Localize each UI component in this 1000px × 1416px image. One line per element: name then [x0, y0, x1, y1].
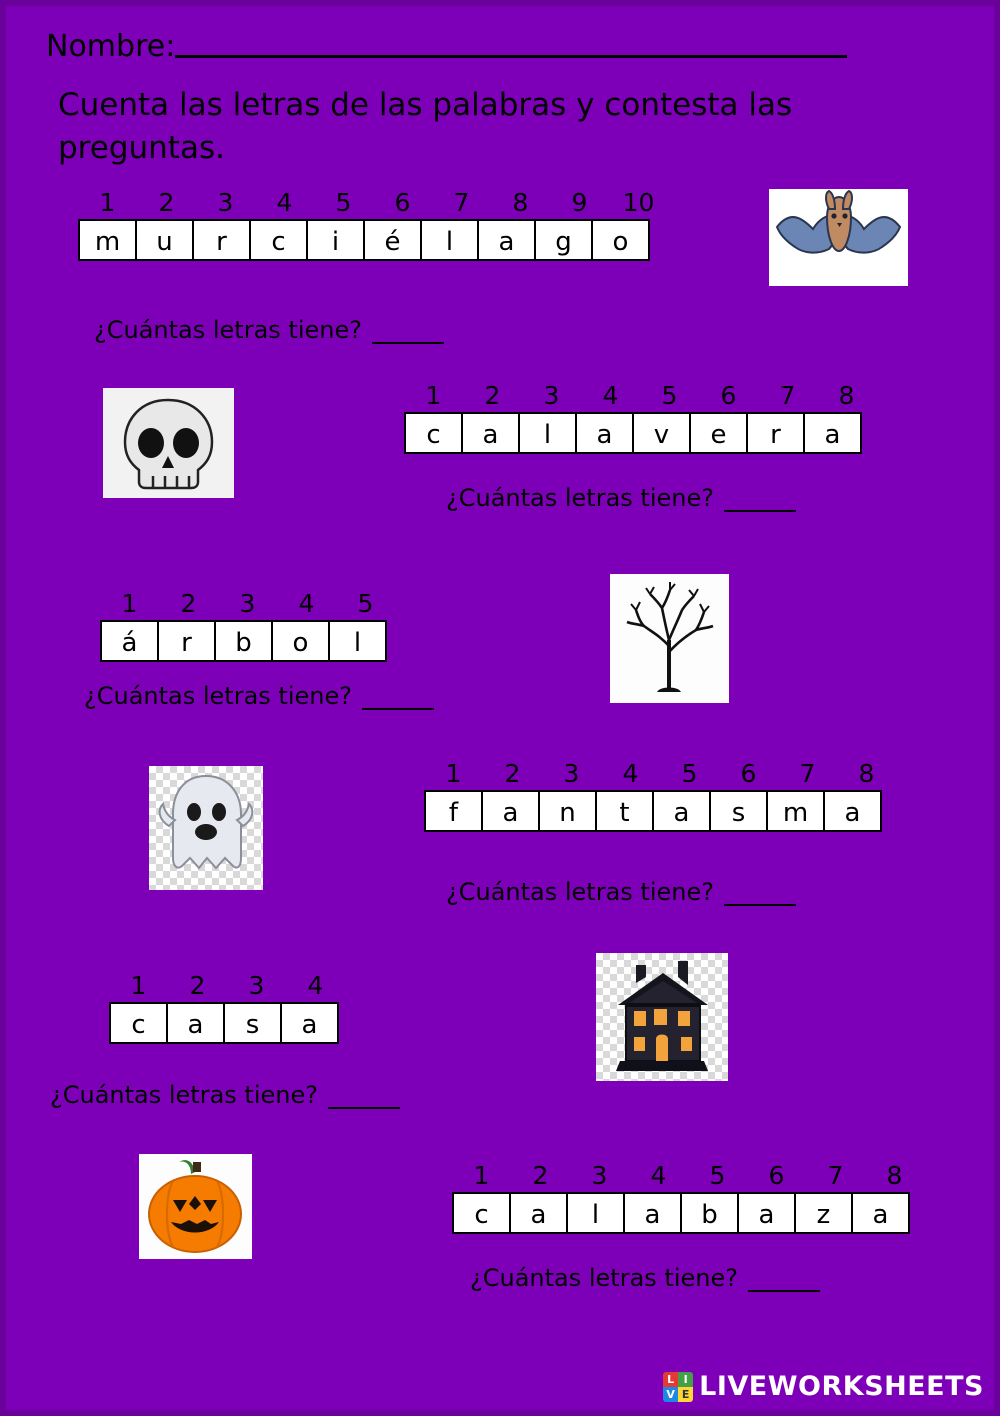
number-cell: 9: [571, 188, 588, 217]
number-cell: 4: [650, 1161, 667, 1190]
answer-blank-murcielago[interactable]: [372, 322, 444, 344]
number-row: [452, 1161, 924, 1190]
letter-cell: t: [595, 790, 654, 832]
letter-cell: a: [477, 219, 536, 261]
question-calavera: [446, 484, 796, 512]
number-cell: 10: [622, 188, 655, 217]
answer-blank-casa[interactable]: [328, 1087, 400, 1109]
number-cell: 7: [799, 759, 816, 788]
question-fantasma: [446, 878, 796, 906]
ghost-image: [149, 766, 263, 890]
letter-cell: r: [192, 219, 251, 261]
number-cell: 7: [827, 1161, 844, 1190]
number-cell: 6: [394, 188, 411, 217]
letter-cell: n: [538, 790, 597, 832]
number-row: [424, 759, 896, 788]
number-cell: 5: [335, 188, 352, 217]
letter-cell: a: [509, 1192, 568, 1234]
answer-blank-fantasma[interactable]: [724, 884, 796, 906]
letter-row: [109, 1002, 345, 1044]
number-cell: 6: [720, 381, 737, 410]
number-cell: 3: [543, 381, 560, 410]
letter-cell: a: [166, 1002, 225, 1044]
letter-cell: l: [420, 219, 479, 261]
skull-image: [103, 388, 234, 498]
exercise-casa: [109, 971, 345, 1044]
name-input-line[interactable]: [175, 55, 847, 58]
exercise-calabaza: [452, 1161, 924, 1234]
number-cell: 3: [239, 589, 256, 618]
letter-cell: o: [591, 219, 650, 261]
letter-cell: á: [100, 620, 159, 662]
number-cell: 1: [445, 759, 462, 788]
logo-letter-l: L: [663, 1372, 678, 1387]
pumpkin-icon: [139, 1154, 252, 1259]
letter-cell: a: [652, 790, 711, 832]
number-cell: 4: [602, 381, 619, 410]
number-cell: 3: [591, 1161, 608, 1190]
letter-cell: b: [214, 620, 273, 662]
letter-row: [424, 790, 896, 832]
logo-letter-v: V: [663, 1387, 678, 1402]
number-cell: 1: [425, 381, 442, 410]
number-cell: 4: [298, 589, 315, 618]
question-label: ¿Cuántas letras tiene?: [50, 1081, 318, 1109]
number-cell: 2: [180, 589, 197, 618]
number-cell: 2: [532, 1161, 549, 1190]
letter-cell: b: [680, 1192, 739, 1234]
ghost-icon: [149, 766, 263, 890]
number-cell: 3: [217, 188, 234, 217]
letter-cell: é: [363, 219, 422, 261]
answer-blank-calabaza[interactable]: [748, 1270, 820, 1292]
letter-row: [78, 219, 668, 261]
number-cell: 6: [768, 1161, 785, 1190]
letter-row: [452, 1192, 924, 1234]
letter-cell: e: [689, 412, 748, 454]
question-label: ¿Cuántas letras tiene?: [446, 484, 714, 512]
name-label: Nombre:: [46, 29, 176, 64]
number-cell: 2: [158, 188, 175, 217]
letter-cell: r: [157, 620, 216, 662]
number-cell: 7: [453, 188, 470, 217]
number-cell: 1: [121, 589, 138, 618]
number-cell: 3: [248, 971, 265, 1000]
letter-cell: a: [481, 790, 540, 832]
letter-cell: m: [78, 219, 137, 261]
logo-letter-e: E: [678, 1387, 693, 1402]
letter-cell: a: [851, 1192, 910, 1234]
letter-cell: i: [306, 219, 365, 261]
letter-cell: g: [534, 219, 593, 261]
letter-cell: l: [328, 620, 387, 662]
exercise-fantasma: [424, 759, 896, 832]
question-calabaza: [470, 1264, 820, 1292]
letter-cell: s: [709, 790, 768, 832]
liveworksheets-logo-icon: [663, 1372, 693, 1402]
number-row: [78, 188, 668, 217]
number-row: [404, 381, 876, 410]
letter-cell: m: [766, 790, 825, 832]
number-cell: 1: [473, 1161, 490, 1190]
question-label: ¿Cuántas letras tiene?: [94, 316, 362, 344]
number-cell: 5: [357, 589, 374, 618]
logo-letter-i: I: [678, 1372, 693, 1387]
question-arbol: [84, 682, 434, 710]
number-cell: 8: [512, 188, 529, 217]
letter-cell: a: [737, 1192, 796, 1234]
letter-cell: s: [223, 1002, 282, 1044]
number-cell: 2: [504, 759, 521, 788]
letter-cell: u: [135, 219, 194, 261]
question-label: ¿Cuántas letras tiene?: [84, 682, 352, 710]
question-casa: [50, 1081, 400, 1109]
exercise-murcielago: [78, 188, 668, 261]
pumpkin-image: [139, 1154, 252, 1259]
question-murcielago: [94, 316, 444, 344]
number-cell: 1: [99, 188, 116, 217]
number-cell: 8: [858, 759, 875, 788]
answer-blank-calavera[interactable]: [724, 490, 796, 512]
answer-blank-arbol[interactable]: [362, 688, 434, 710]
haunted-house-image: [596, 953, 728, 1081]
number-cell: 4: [307, 971, 324, 1000]
letter-cell: a: [823, 790, 882, 832]
number-cell: 5: [681, 759, 698, 788]
letter-cell: a: [461, 412, 520, 454]
number-cell: 8: [886, 1161, 903, 1190]
number-cell: 4: [276, 188, 293, 217]
skull-icon: [103, 388, 234, 498]
liveworksheets-brand: LIVEWORKSHEETS: [699, 1371, 984, 1402]
bat-icon: [769, 189, 908, 286]
letter-cell: z: [794, 1192, 853, 1234]
question-label: ¿Cuántas letras tiene?: [470, 1264, 738, 1292]
letter-cell: c: [404, 412, 463, 454]
number-cell: 5: [709, 1161, 726, 1190]
letter-cell: v: [632, 412, 691, 454]
haunted-house-icon: [596, 953, 728, 1081]
letter-cell: a: [575, 412, 634, 454]
number-cell: 7: [779, 381, 796, 410]
letter-cell: a: [803, 412, 862, 454]
letter-cell: o: [271, 620, 330, 662]
letter-cell: a: [623, 1192, 682, 1234]
question-label: ¿Cuántas letras tiene?: [446, 878, 714, 906]
bare-tree-icon: [610, 574, 729, 703]
name-row: [46, 30, 847, 64]
number-row: [109, 971, 345, 1000]
letter-cell: r: [746, 412, 805, 454]
liveworksheets-footer[interactable]: [663, 1371, 984, 1402]
letter-cell: c: [249, 219, 308, 261]
letter-cell: f: [424, 790, 483, 832]
tree-image: [610, 574, 729, 703]
exercise-arbol: [100, 589, 395, 662]
letter-row: [404, 412, 876, 454]
number-cell: 4: [622, 759, 639, 788]
number-cell: 3: [563, 759, 580, 788]
number-cell: 8: [838, 381, 855, 410]
number-cell: 6: [740, 759, 757, 788]
number-cell: 5: [661, 381, 678, 410]
letter-cell: c: [109, 1002, 168, 1044]
number-cell: 2: [484, 381, 501, 410]
letter-cell: l: [518, 412, 577, 454]
number-cell: 1: [130, 971, 147, 1000]
letter-row: [100, 620, 395, 662]
letter-cell: a: [280, 1002, 339, 1044]
number-cell: 2: [189, 971, 206, 1000]
worksheet-body: [6, 6, 994, 1410]
number-row: [100, 589, 395, 618]
bat-image: [769, 189, 908, 286]
exercise-calavera: [404, 381, 876, 454]
letter-cell: c: [452, 1192, 511, 1234]
instructions-text: Cuenta las letras de las palabras y contesta las preguntas.: [58, 87, 793, 166]
letter-cell: l: [566, 1192, 625, 1234]
